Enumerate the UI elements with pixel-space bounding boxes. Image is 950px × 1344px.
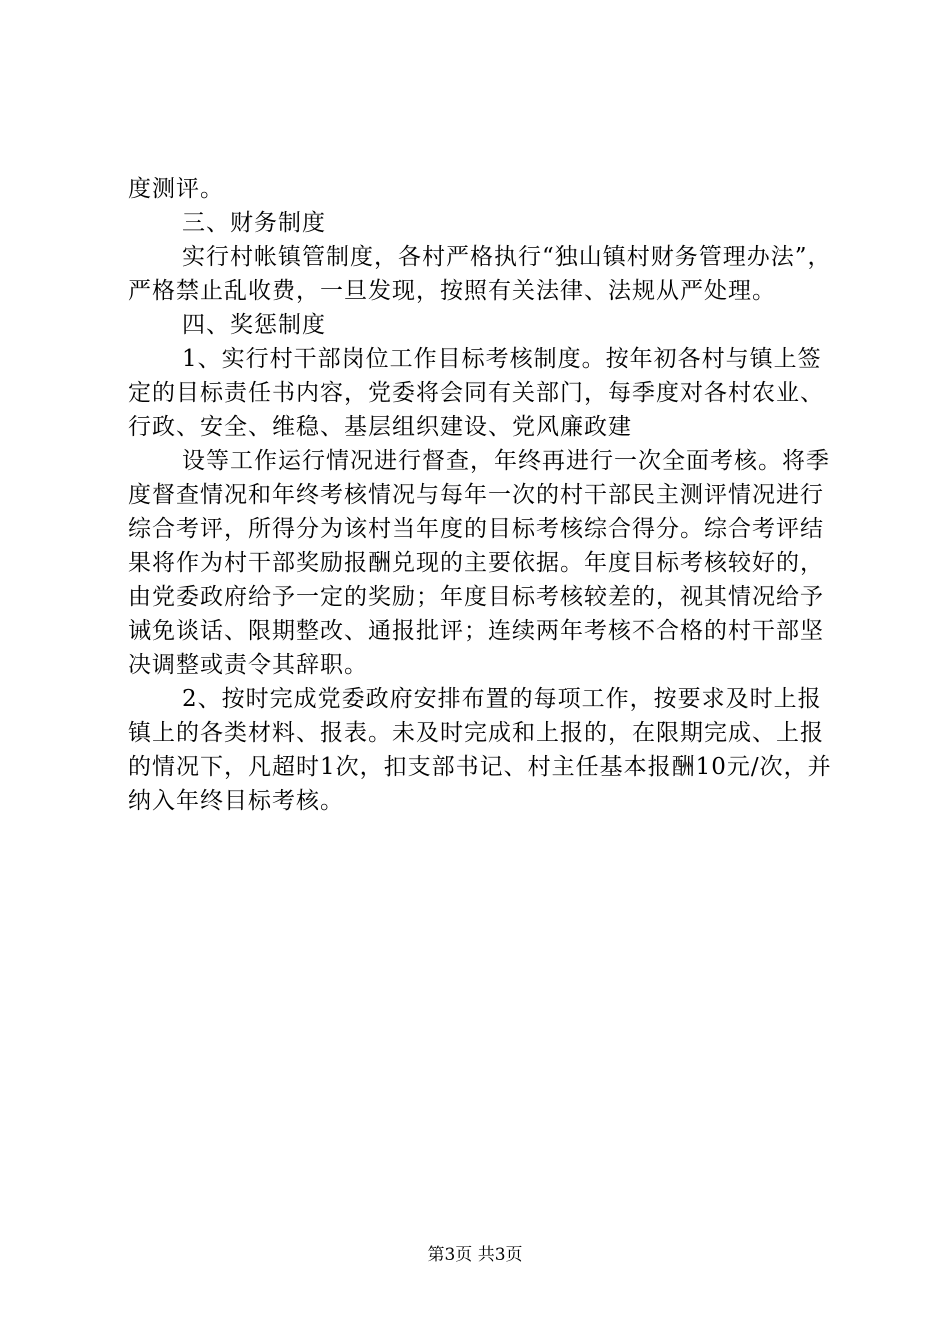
paragraph-rewards-1b: 设等工作运行情况进行督查，年终再进行一次全面考核。将季度督查情况和年终考核情况与每年一次的村干部民主测评情况进行综合考评，所得分为该村当年度的目标考核综合得分。综合考评结果将作为村干部奖励报酬兑现的主要依据。年度目标考核较好的，由党委政府给予一定的奖励；年度目标考核较差的，视其情况给予诫免谈话、限期整改、通报批评；连续两年考核不合格的村干部坚决调整或责令其辞职。 xyxy=(128,448,830,678)
paragraph-finance: 实行村帐镇管制度，各村严格执行“独山镇村财务管理办法”，严格禁止乱收费，一旦发现，按照有关法律、法规从严处理。 xyxy=(128,244,832,304)
paragraph-continuation: 度测评。 xyxy=(128,176,224,202)
paragraph-rewards-1a: 1、实行村干部岗位工作目标考核制度。按年初各村与镇上签定的目标责任书内容，党委将会同有关部门，每季度对各村农业、行政、安全、维稳、基层组织建设、党风廉政建 xyxy=(128,346,824,440)
paragraph-rewards-2: 2、按时完成党委政府安排布置的每项工作，按要求及时上报镇上的各类材料、报表。未及时完成和上报的，在限期完成、上报的情况下，凡超时1次，扣支部书记、村主任基本报酬10元/次，并纳入年终目标考核。 xyxy=(128,686,832,814)
page-footer: 第3页 共3页 xyxy=(427,1245,523,1265)
section-heading-rewards: 四、奖惩制度 xyxy=(182,312,326,338)
section-heading-finance: 三、财务制度 xyxy=(182,210,326,236)
document-body xyxy=(128,172,838,818)
